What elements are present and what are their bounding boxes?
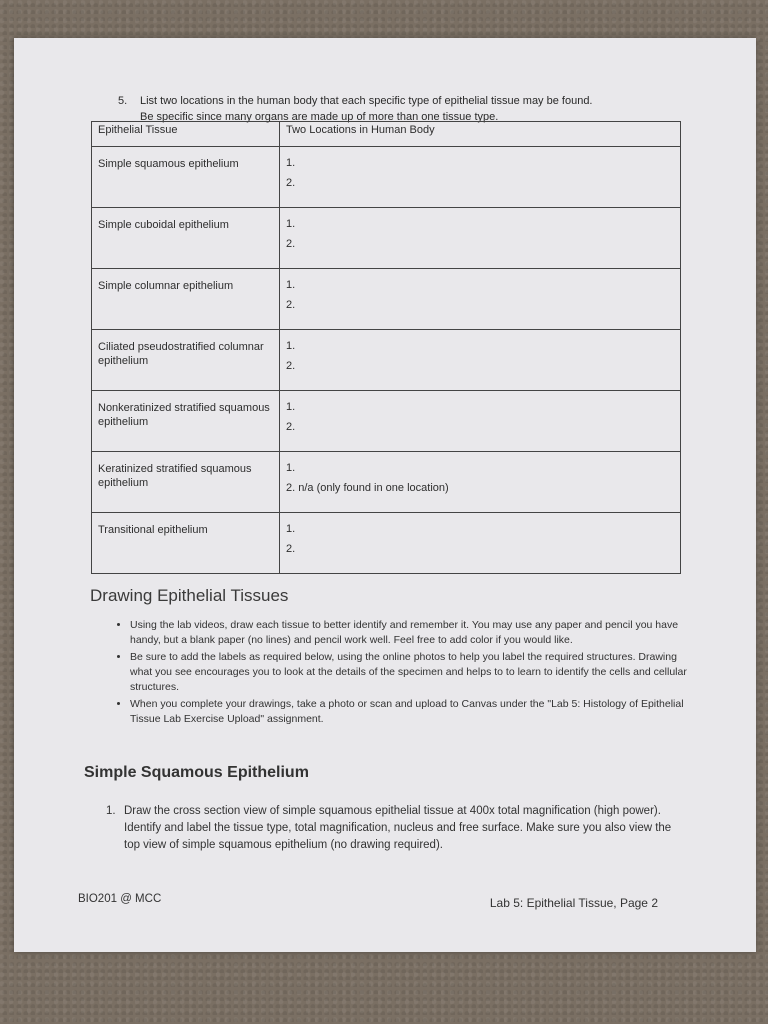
task-number: 1. bbox=[106, 805, 116, 817]
location-2: 2. bbox=[286, 177, 296, 189]
question-line-2: Be specific since many organs are made up of more than one tissue type. bbox=[140, 111, 499, 123]
task-text: Draw the cross section view of simple squamous epithelial tissue at 400x total magnification (high power). Identify and label the tissue type, total magnification, nucleus and free surface. Make sure you also view the top view of simple squamous epithelium (no drawing required). bbox=[124, 805, 672, 851]
location-1: 1. bbox=[286, 462, 296, 474]
tissue-name: Nonkeratinized stratified squamous epithelium bbox=[92, 391, 280, 452]
location-2: 2. bbox=[286, 299, 296, 311]
simple-squamous-heading: Simple Squamous Epithelium bbox=[84, 764, 309, 781]
drawing-section-heading: Drawing Epithelial Tissues bbox=[90, 586, 289, 605]
location-1: 1. bbox=[286, 279, 296, 291]
header-epithelial-tissue: Epithelial Tissue bbox=[92, 122, 280, 147]
worksheet-page bbox=[14, 38, 756, 952]
tissue-name: Simple cuboidal epithelium bbox=[92, 208, 280, 269]
location-cell[interactable] bbox=[280, 391, 681, 452]
header-two-locations: Two Locations in Human Body bbox=[280, 122, 681, 147]
location-1: 1. bbox=[286, 157, 296, 169]
list-item: • Using the lab videos, draw each tissue to better identify and remember it. You may use any paper and pencil you have handy, but a blank paper (no lines) and pencil work well. Feel free to add color if you would like. bbox=[130, 618, 700, 648]
question-number: 5. bbox=[118, 95, 128, 107]
location-2: 2. bbox=[286, 238, 296, 250]
table-row bbox=[92, 391, 681, 452]
location-cell[interactable] bbox=[280, 452, 681, 513]
table-row bbox=[92, 452, 681, 513]
question-line-1: List two locations in the human body that each specific type of epithelial tissue may be found. bbox=[140, 95, 593, 107]
tissue-name: Simple squamous epithelium bbox=[92, 147, 280, 208]
tissue-name: Transitional epithelium bbox=[92, 513, 280, 574]
location-1: 1. bbox=[286, 340, 296, 352]
drawing-instructions-list bbox=[106, 618, 700, 729]
table-row bbox=[92, 513, 681, 574]
location-cell[interactable] bbox=[280, 208, 681, 269]
location-2: 2. bbox=[286, 543, 296, 555]
table-row bbox=[92, 208, 681, 269]
location-2: 2. n/a (only found in one location) bbox=[286, 482, 449, 494]
tissue-name: Ciliated pseudostratified columnar epithelium bbox=[92, 330, 280, 391]
location-1: 1. bbox=[286, 523, 296, 535]
location-2: 2. bbox=[286, 421, 296, 433]
location-2: 2. bbox=[286, 360, 296, 372]
location-cell[interactable] bbox=[280, 269, 681, 330]
location-1: 1. bbox=[286, 218, 296, 230]
table-row bbox=[92, 330, 681, 391]
tissue-name: Simple columnar epithelium bbox=[92, 269, 280, 330]
footer-course: BIO201 @ MCC bbox=[78, 893, 162, 905]
table-row bbox=[92, 147, 681, 208]
footer-page-info: Lab 5: Epithelial Tissue, Page 2 bbox=[489, 896, 658, 910]
table-row bbox=[92, 269, 681, 330]
location-cell[interactable] bbox=[280, 147, 681, 208]
tissue-name: Keratinized stratified squamous epithelium bbox=[92, 452, 280, 513]
location-1: 1. bbox=[286, 401, 296, 413]
list-item: • Be sure to add the labels as required below, using the online photos to help you label the required structures. Drawing what you see encourages you to look at the details of the specimen and helps to to learn to identify the cells and cellular structures. bbox=[130, 650, 700, 695]
table-header-row bbox=[92, 122, 681, 147]
simple-squamous-task bbox=[106, 803, 676, 854]
epithelial-locations-table bbox=[91, 121, 681, 574]
list-item: • When you complete your drawings, take a photo or scan and upload to Canvas under the "Lab 5: Histology of Epithelial Tissue Lab Exercise Upload" assignment. bbox=[130, 697, 700, 727]
location-cell[interactable] bbox=[280, 513, 681, 574]
location-cell[interactable] bbox=[280, 330, 681, 391]
